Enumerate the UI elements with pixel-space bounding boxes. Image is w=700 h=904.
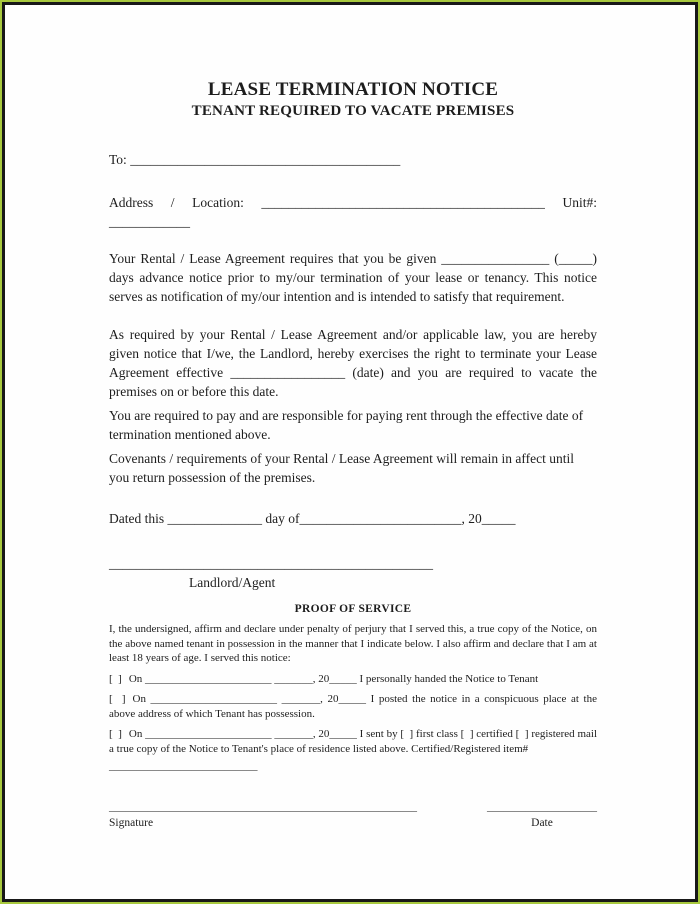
signature-fill-line: ________________________________________________________ [109, 800, 417, 813]
address-fill-line: __________________________________________ [261, 195, 545, 210]
landlord-signature-line: ________________________________________________ [109, 556, 433, 571]
proof-of-service-heading: PROOF OF SERVICE [294, 603, 412, 615]
service-option-text: On _______________________ _______, 20_____ I sent by [ ] first class [ ] certified [ ] registered mail a true copy of the Notice to Tenant's place of residence listed above. Certified/Registered item# [109, 728, 598, 755]
date-column [487, 800, 597, 832]
date-fill-line: ____________________ [487, 800, 597, 813]
service-option-mailed-notice [109, 727, 597, 756]
checkbox-icon[interactable]: [ ] [109, 672, 122, 685]
service-option-personal-delivery [109, 672, 597, 687]
signature-date-row [109, 800, 597, 832]
address-row [109, 193, 597, 231]
paragraph-covenants: Covenants / requirements of your Rental / Lease Agreement will remain in affect until you return possession of the premises. [109, 451, 574, 485]
service-option-text: On _______________________ _______, 20_____ I posted the notice in a conspicuous place at the above address of which Tenant has possession. [109, 693, 597, 720]
certified-item-fill-line: ___________________________ [109, 760, 258, 772]
unit-label: Unit#: [562, 195, 597, 210]
to-fill-line: ________________________________________ [130, 152, 401, 167]
checkbox-icon[interactable]: [ ] [109, 693, 126, 705]
signature-column [109, 800, 417, 832]
document-page [2, 2, 698, 902]
landlord-agent-label: Landlord/Agent [189, 575, 276, 590]
to-row [109, 150, 597, 169]
paragraph-notice-period: Your Rental / Lease Agreement requires that you be given ________________ (_____) days advance notice prior to my/our termination of your lease or tenancy. This notice serves as notification of my/our intention and is intended to satisfy that requirement. [109, 251, 597, 304]
dated-line: Dated this ______________ day of________________________, 20_____ [109, 511, 516, 526]
signature-label: Signature [109, 817, 154, 829]
address-label: Address / Location: [109, 195, 244, 210]
document-subtitle: TENANT REQUIRED TO VACATE PREMISES [191, 103, 515, 119]
to-label: To: [109, 152, 127, 167]
checkbox-icon[interactable]: [ ] [109, 728, 122, 740]
proof-of-service-intro: I, the undersigned, affirm and declare under penalty of perjury that I served this, a true copy of the Notice, on the above named tenant in possession in the manner that I indicate below. I also affirm and declare that I am at least 18 years of age. I served this notice: [109, 623, 597, 664]
document-title: LEASE TERMINATION NOTICE [207, 79, 499, 100]
service-option-posted-notice [109, 692, 597, 721]
service-option-text: On _______________________ _______, 20_____ I personally handed the Notice to Tenant [128, 672, 539, 685]
paragraph-rent-obligation: You are required to pay and are responsible for paying rent through the effective date of termination mentioned above. [109, 408, 584, 442]
unit-fill-line: ____________ [109, 214, 190, 229]
date-label: Date [531, 817, 553, 829]
paragraph-termination-effective: As required by your Rental / Lease Agreement and/or applicable law, you are hereby given notice that I/we, the Landlord, hereby exercises the right to terminate your Lease Agreement effective _________________ (date) and you are required to vacate the premises on or before this date. [109, 327, 597, 399]
